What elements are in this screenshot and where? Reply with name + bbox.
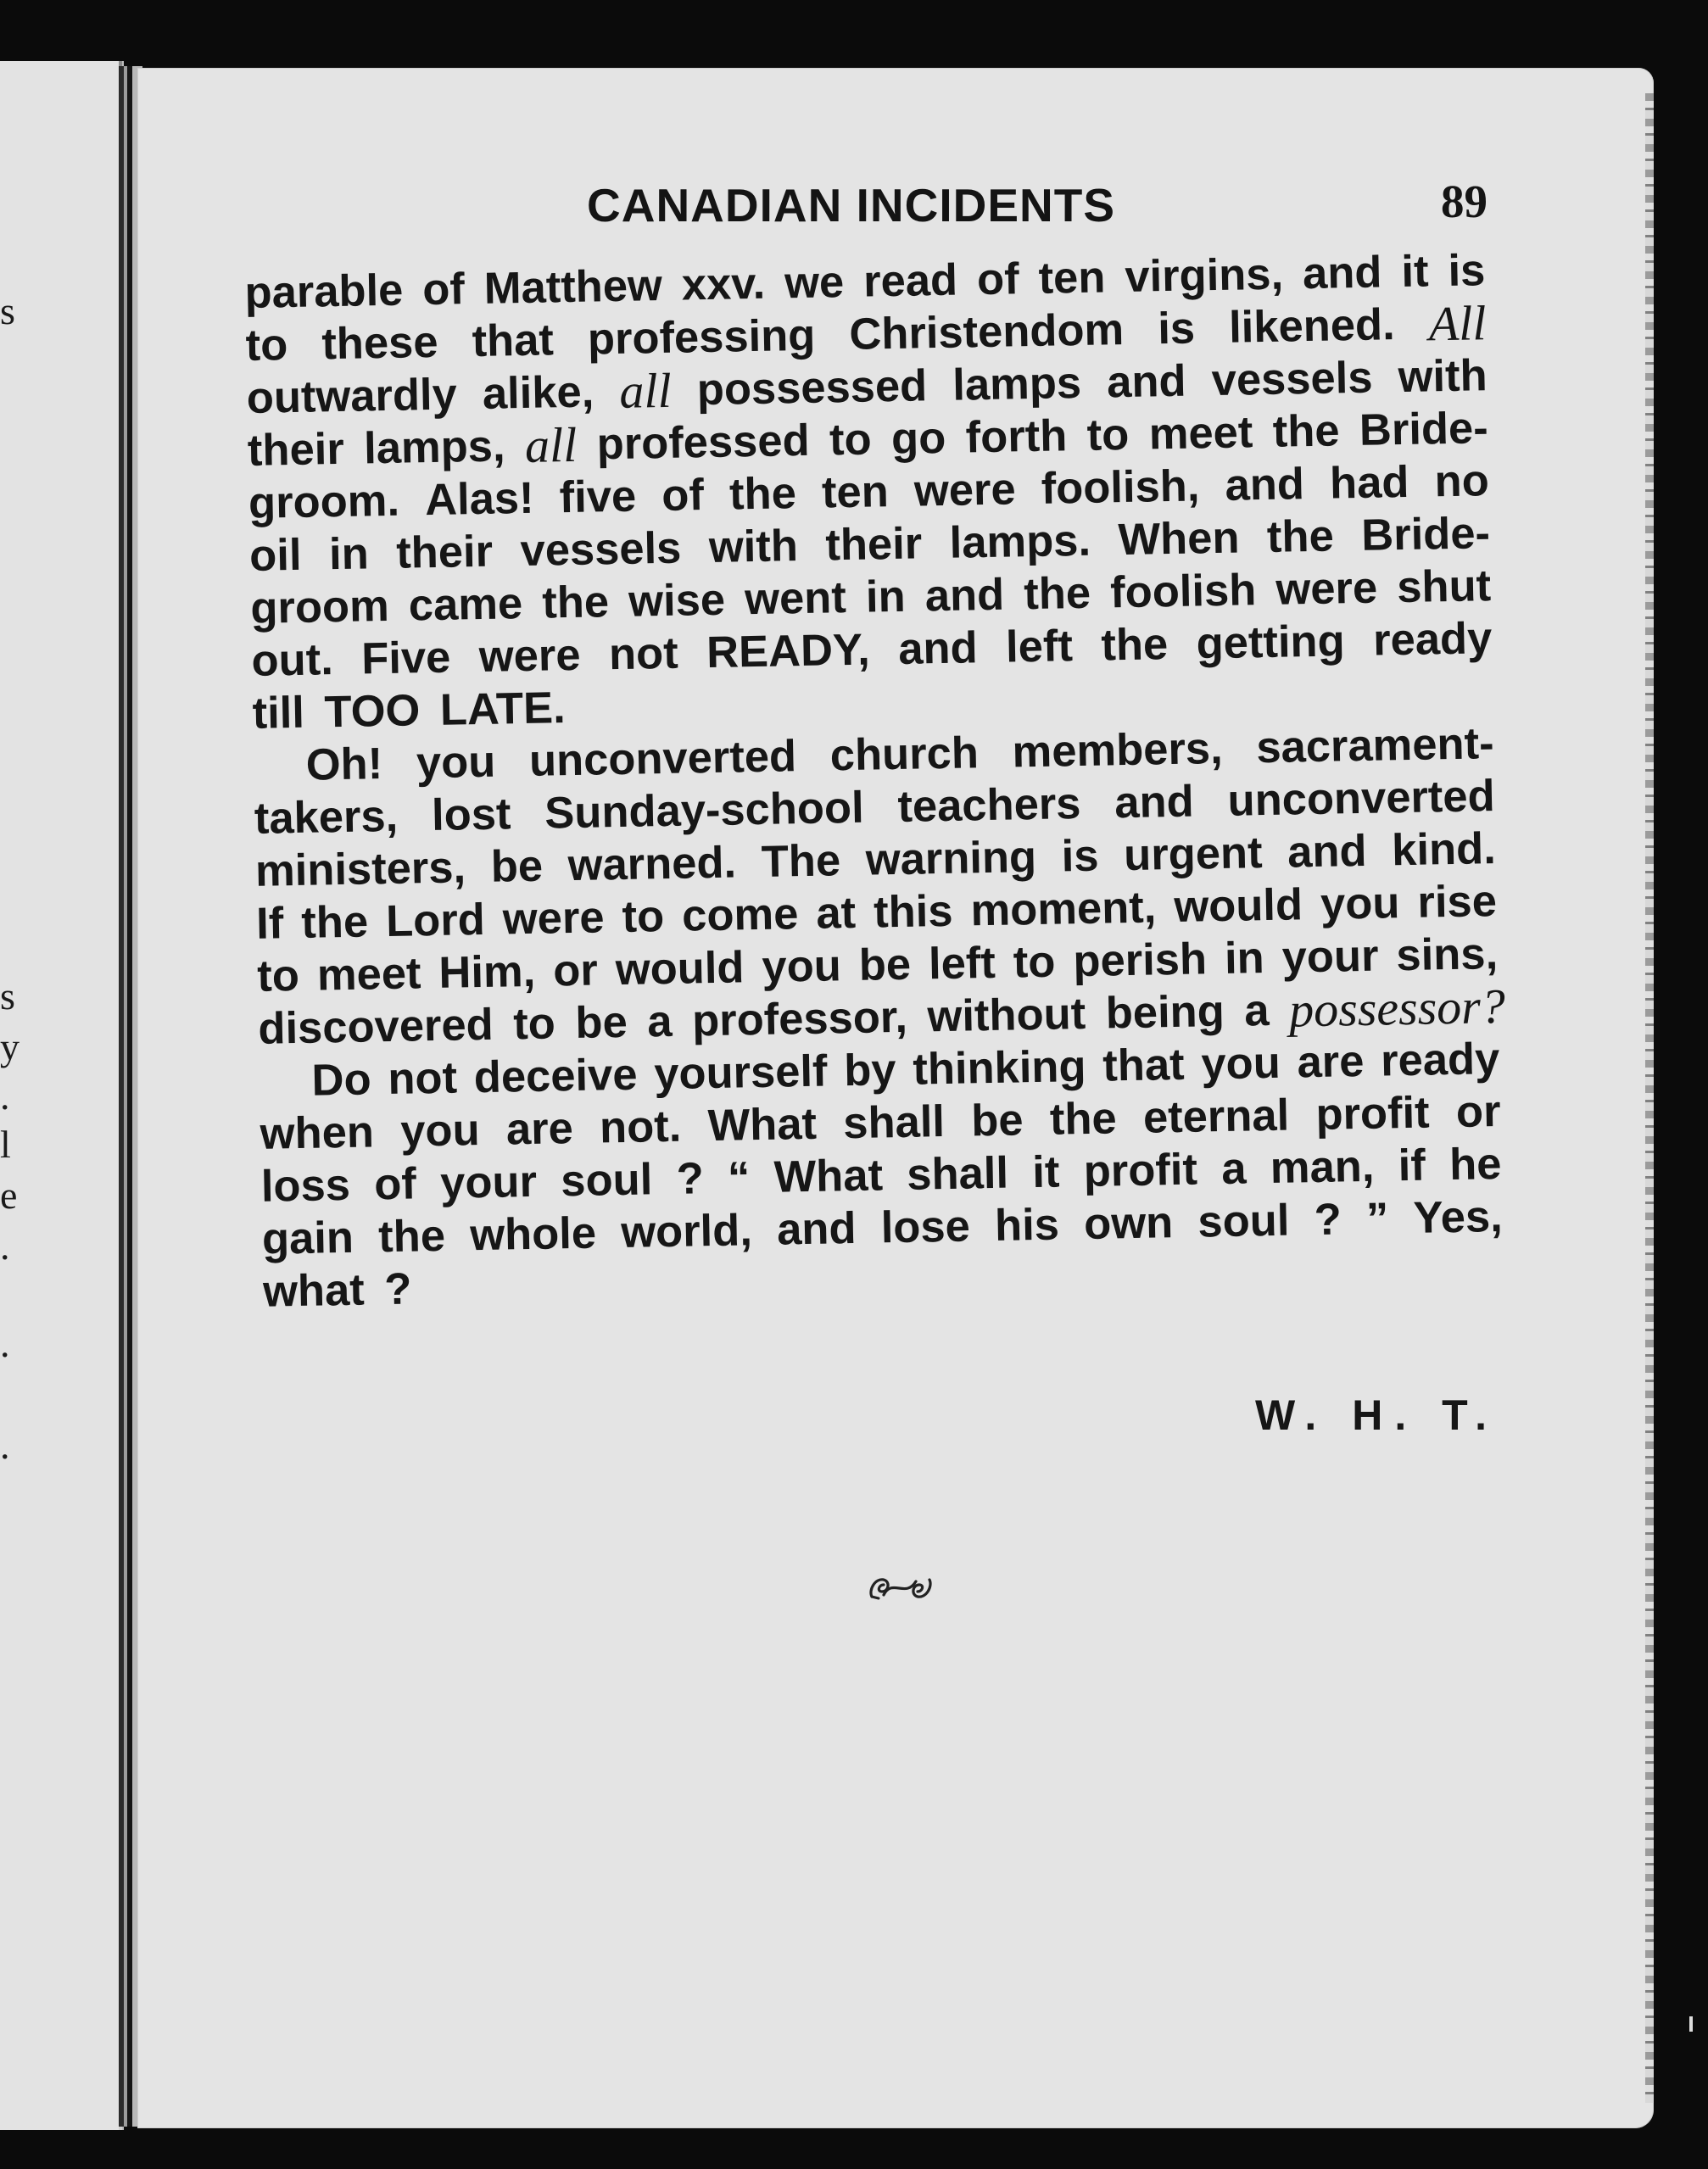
tailpiece-ornament-icon — [867, 1573, 935, 1603]
left-page-fragment: s — [0, 974, 15, 1018]
left-page-fragment: s — [0, 289, 15, 332]
left-page-fragment: . — [0, 1224, 10, 1268]
left-page-fragment: y — [0, 1025, 20, 1068]
left-page-fragment: l — [0, 1123, 11, 1166]
running-head-title: CANADIAN INCIDENTS — [587, 179, 1115, 231]
text-line: ministers, be warned. The warning is urgent and kind. — [254, 823, 1497, 896]
running-head — [137, 178, 1654, 246]
text-line: If the Lord were to come at this moment, would you rise — [255, 876, 1498, 949]
text-line: oil in their vessels with their lamps. When the Bride- — [248, 508, 1491, 581]
text-line: when you are not. What shall be the eternal profit or — [260, 1086, 1501, 1159]
text-line: to these that professing Christendom is likened. All — [245, 295, 1487, 371]
text-line: their lamps, all professed to go forth to meet the Bride- — [247, 403, 1489, 476]
left-page-fragment: e — [0, 1174, 18, 1217]
left-page-fragment: . — [0, 1074, 10, 1118]
left-page-edge — [0, 61, 124, 2130]
text-line: out. Five were not READY, and left the getting ready — [250, 613, 1493, 686]
text-line: what ? — [262, 1263, 412, 1317]
body-text — [244, 244, 1504, 1319]
page-fore-edge — [1645, 93, 1654, 2103]
text-line: Oh! you unconverted church members, sacrament- — [305, 718, 1495, 790]
text-line: outwardly alike, all possessed lamps and vessels with — [246, 350, 1488, 423]
text-line: groom came the wise went in and the foolish were shut — [249, 560, 1492, 633]
text-line: loss of your soul ? “ What shall it profit a man, if he — [260, 1139, 1502, 1212]
left-page-fragment: . — [0, 1424, 10, 1467]
scan-speck — [1689, 2016, 1693, 2032]
right-page — [137, 68, 1654, 2128]
text-line: Do not deceive yourself by thinking that you are ready — [311, 1034, 1500, 1106]
signature-initials: W. H. T. — [1255, 1391, 1499, 1439]
text-line: to meet Him, or would you be left to perish in your sins, — [256, 928, 1499, 1001]
text-line: gain the whole world, and lose his own soul ? ” Yes, — [261, 1191, 1504, 1264]
text-line: parable of Matthew xxv. we read of ten virgins, and it is — [244, 245, 1486, 318]
left-page-fragment: . — [0, 1322, 10, 1365]
text-line: till TOO LATE. — [252, 683, 567, 739]
text-line: discovered to be a professor, without being a possessor? — [257, 978, 1506, 1054]
text-line: takers, lost Sunday-school teachers and unconverted — [254, 771, 1496, 844]
text-line: groom. Alas! five of the ten were foolish, and had no — [248, 455, 1490, 528]
page-number: 89 — [1441, 176, 1488, 227]
